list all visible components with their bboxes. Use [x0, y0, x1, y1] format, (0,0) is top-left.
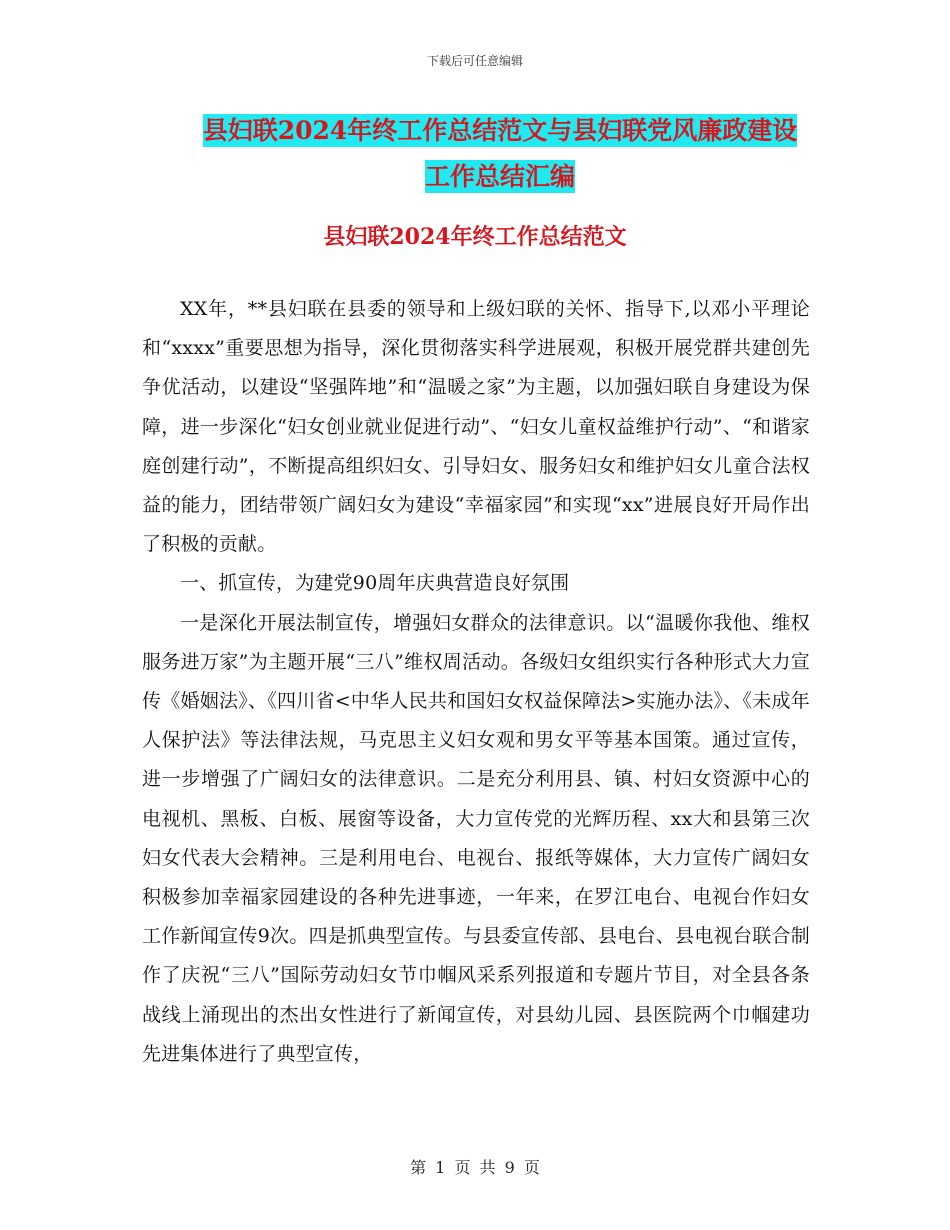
section-title: 县妇联2024年终工作总结范文 [323, 224, 627, 250]
document-body [142, 290, 810, 1074]
paragraph-intro: XX年，**县妇联在县委的领导和上级妇联的关怀、指导下,以邓小平理论和“xxxx”重要思想为指导，深化贯彻落实科学进展观，积极开展党群共建创先争优活动，以建设“坚强阵地”和“温暖之家”为主题，以加强妇联自身建设为保障，进一步深化“妇女创业就业促进行动”、“妇女儿童权益维护行动”、“和谐家庭创建行动”，不断提高组织妇女、引导妇女、服务妇女和维护妇女儿童合法权益的能力，团结带领广阔妇女为建设“幸福家园”和实现“xx”进展良好开局作出了积极的贡献。 [142, 298, 810, 556]
paragraph-heading-1: 一、抓宣传，为建党90周年庆典营造良好氛围 [180, 572, 570, 595]
main-title-line2: 工作总结汇编 [424, 162, 575, 191]
header-note: 下载后可任意编辑 [426, 54, 523, 68]
document-main-title [140, 108, 860, 200]
main-title-line1: 县妇联2024年终工作总结范文与县妇联党风廉政建设 [202, 116, 798, 145]
page-number-footer: 第 1 页 共 9 页 [410, 1158, 540, 1177]
paragraph-publicity: 一是深化开展法制宣传，增强妇女群众的法律意识。以“温暖你我他、维权服务进万家”为主题开展“三八”维权周活动。各级妇女组织实行各种形式大力宣传《婚姻法》、《四川省<中华人民共和国妇女权益保障法>实施办法》、《未成年人保护法》等法律法规，马克思主义妇女观和男女平等基本国策。通过宣传，进一步增强了广阔妇女的法律意识。二是充分利用县、镇、村妇女资源中心的电视机、黑板、白板、展窗等设备，大力宣传党的光辉历程、xx大和县第三次妇女代表大会精神。三是利用电台、电视台、报纸等媒体，大力宣传广阔妇女积极参加幸福家园建设的各种先进事迹，一年来，在罗江电台、电视台作妇女工作新闻宣传9次。四是抓典型宣传。与县委宣传部、县电台、县电视台联合制作了庆祝“三八”国际劳动妇女节巾帼风采系列报道和专题片节目，对全县各条战线上涌现出的杰出女性进行了新闻宣传，对县幼儿园、县医院两个巾帼建功先进集体进行了典型宣传， [142, 611, 810, 1065]
